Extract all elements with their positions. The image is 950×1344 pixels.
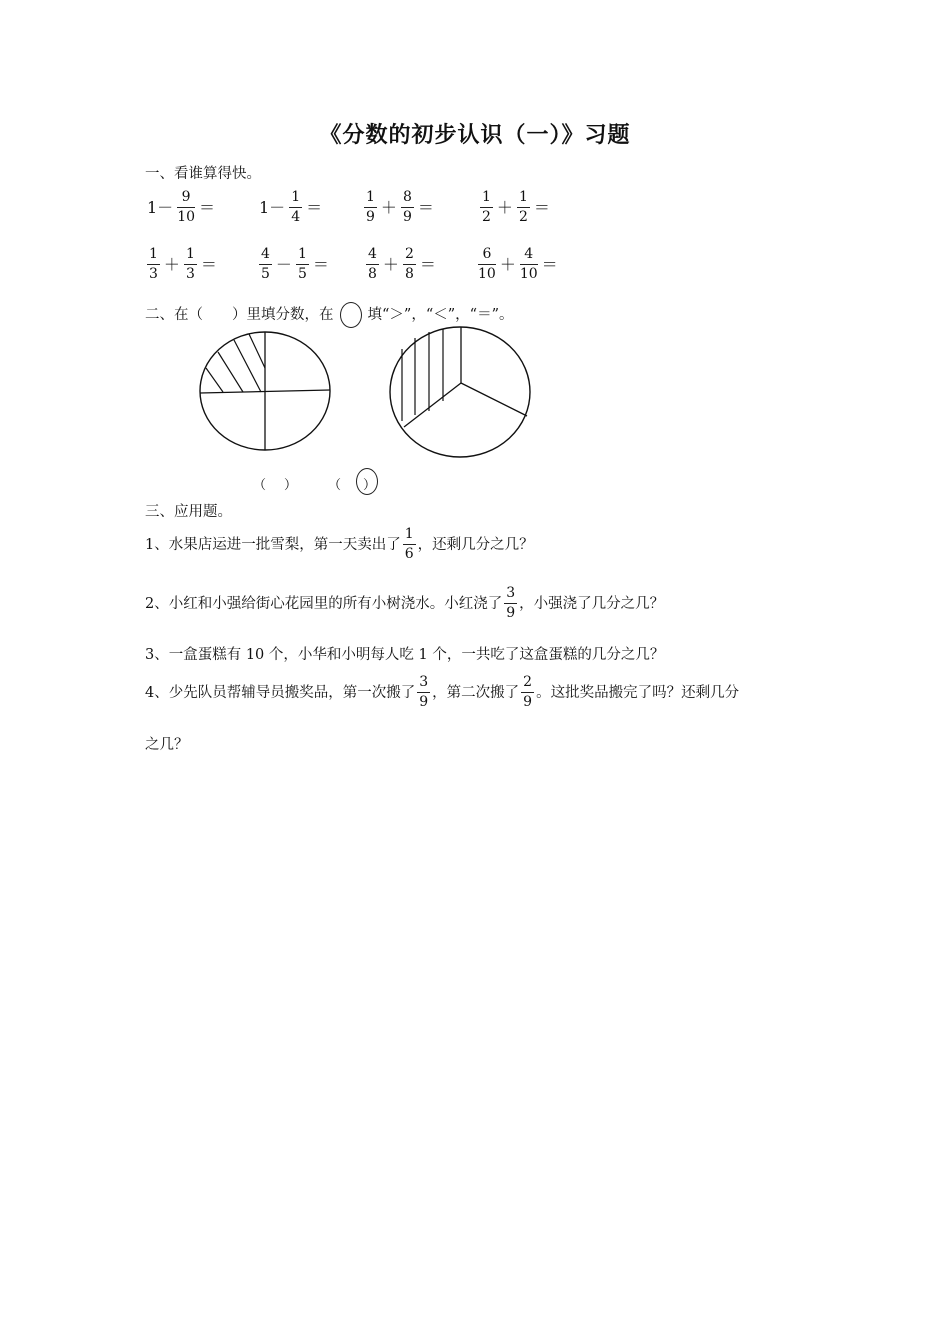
circle-quarters-diagram <box>198 330 333 452</box>
answer-blank-1[interactable]: （ ） <box>253 478 298 493</box>
exercise-row2-item2: $\frac{4}{5}$ － $\frac{1}{5}$ ＝ <box>261 246 329 283</box>
exercise-row1-item2: 1－ $\frac{1}{4}$ ＝ <box>259 189 323 226</box>
circle-thirds-diagram <box>388 325 533 460</box>
answer-blank-2[interactable]: （ <box>328 478 342 493</box>
exercise-row1-item3: $\frac{1}{9}$ ＋ $\frac{8}{9}$ ＝ <box>366 189 434 226</box>
question-2: 2、小红和小强给街心花园里的所有小树浇水。小红浇了 $\frac{3}{9}$ ，小强浇了几分之几？ <box>145 585 665 622</box>
compare-circle-icon <box>340 302 362 328</box>
section3-heading: 三、应用题。 <box>145 504 232 520</box>
section2-heading: 二、在（ ）里填分数，在 填“＞”，“＜”，“＝”。 <box>145 300 513 330</box>
question-1: 1、水果店运进一批雪梨，第一天卖出了 $\frac{1}{6}$ ，还剩几分之几？ <box>145 526 534 563</box>
question-3: 3、一盒蛋糕有 10 个，小华和小明每人吃 1 个，一共吃了这盒蛋糕的几分之几？ <box>145 647 665 663</box>
exercise-row1-item4: $\frac{1}{2}$ ＋ $\frac{1}{2}$ ＝ <box>482 189 550 226</box>
question-4: 4、少先队员帮辅导员搬奖品，第一次搬了 $\frac{3}{9}$ ，第二次搬了 $\frac{2}{9}$ 。这批奖品搬完了吗？还剩几分 <box>145 674 740 711</box>
exercise-row2-item4: $\frac{6}{10}$ ＋ $\frac{4}{10}$ ＝ <box>478 246 558 283</box>
exercise-row2-item1: $\frac{1}{3}$ ＋ $\frac{1}{3}$ ＝ <box>149 246 217 283</box>
page-title: 《分数的初步认识（一）》习题 <box>319 122 631 148</box>
exercise-row2-item3: $\frac{4}{8}$ ＋ $\frac{2}{8}$ ＝ <box>368 246 436 283</box>
exercise-row1-item1: 1－ $\frac{9}{10}$ ＝ <box>147 189 216 226</box>
question-4-continued: 之几？ <box>145 737 189 753</box>
section1-heading: 一、看谁算得快。 <box>145 166 261 182</box>
answer-blank-2-close: ） <box>363 478 377 493</box>
